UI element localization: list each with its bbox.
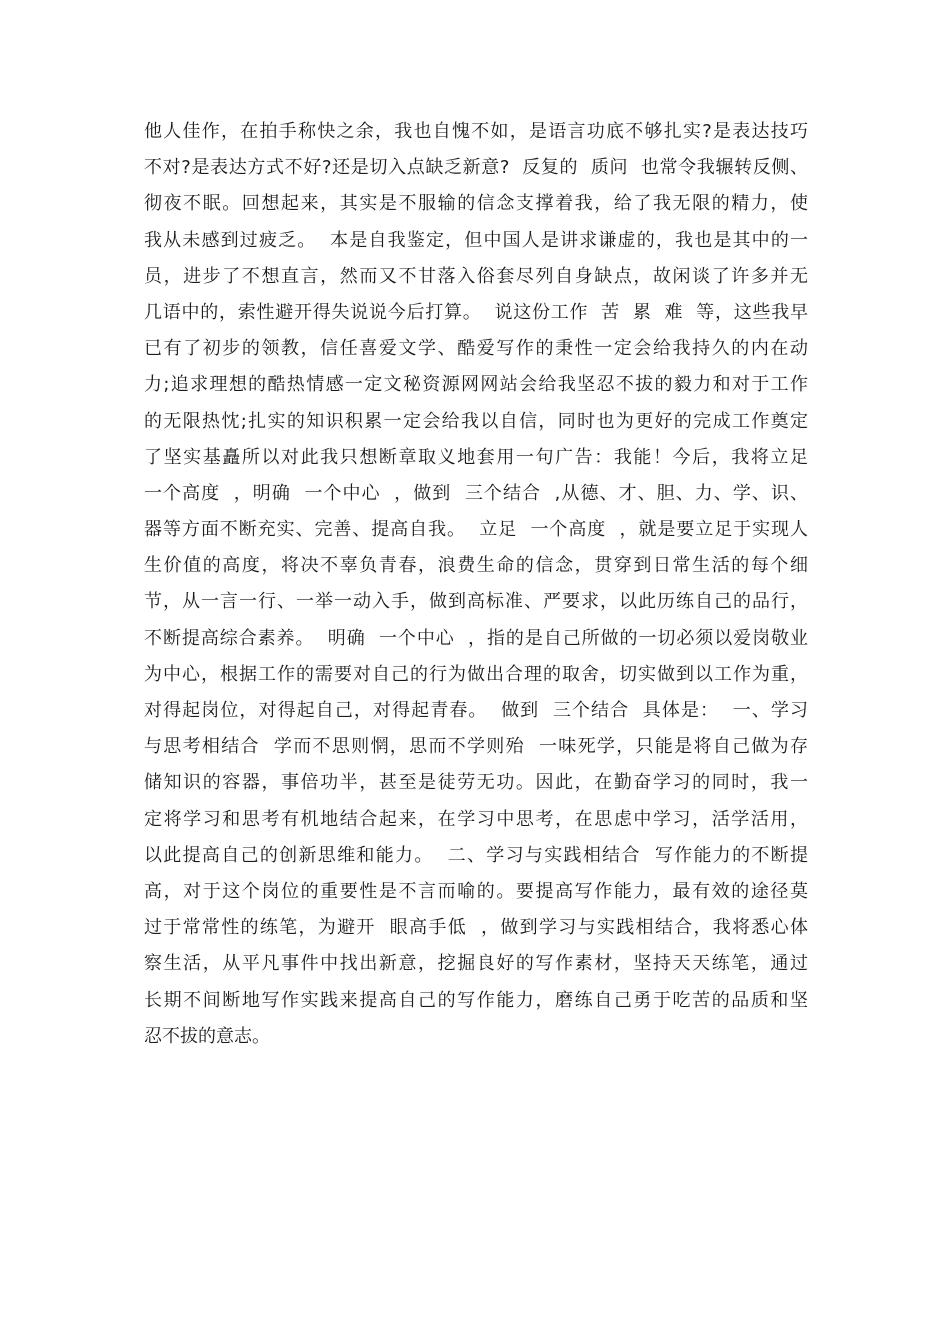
- text-line: 已有了初步的领教，信任喜爱文学、酷爱写作的秉性一定会给我持久的内在动: [144, 338, 808, 360]
- text-line: 员，进步了不想直言，然而又不甘落入俗套尽列自身缺点，故闲谈了许多并无: [144, 265, 808, 287]
- text-line: 了坚实基矗所以对此我只想断章取义地套用一句广告：我能！今后，我将立足: [144, 446, 808, 468]
- text-line: 不对?是表达方式不好?还是切入点缺乏新意? 反复的 质问 也常令我辗转反侧、: [144, 157, 808, 179]
- text-line: 的无限热忱;扎实的知识积累一定会给我以自信，同时也为更好的完成工作奠定: [144, 410, 808, 432]
- text-line: 生价值的高度，将决不辜负青春，浪费生命的信念，贯穿到日常生活的每个细: [144, 555, 808, 577]
- text-line: 忍不拔的意志。: [144, 1025, 270, 1047]
- text-line: 他人佳作，在拍手称快之余，我也自愧不如，是语言功底不够扎实?是表达技巧: [144, 121, 808, 142]
- text-line: 对得起岗位，对得起自己，对得起青春。 做到 三个结合 具体是： 一、学习: [144, 700, 808, 721]
- text-line: 力;追求理想的酷热情感一定文秘资源网网站会给我坚忍不拔的毅力和对于工作: [144, 374, 808, 396]
- text-line: 我从未感到过疲乏。 本是自我鉴定，但中国人是讲求谦虚的，我也是其中的一: [144, 229, 808, 251]
- text-line: 定将学习和思考有机地结合起来，在学习中思考，在思虑中学习，活学活用，: [144, 808, 808, 830]
- text-line: 高，对于这个岗位的重要性是不言而喻的。要提高写作能力，最有效的途径莫: [144, 880, 808, 902]
- text-line: 彻夜不眠。回想起来，其实是不服输的信念支撑着我，给了我无限的精力，使: [144, 193, 808, 215]
- text-line: 长期不间断地写作实践来提高自己的写作能力，磨练自己勇于吃苦的品质和坚: [144, 989, 808, 1011]
- text-line: 与思考相结合 学而不思则惘，思而不学则殆 一味死学，只能是将自己做为存: [144, 736, 808, 758]
- text-line: 储知识的容器，事倍功半，甚至是徒劳无功。因此，在勤奋学习的同时，我一: [144, 772, 808, 794]
- text-line: 过于常常性的练笔，为避开 眼高手低 ，做到学习与实践相结合，我将悉心体: [144, 917, 808, 939]
- text-line: 为中心，根据工作的需要对自己的行为做出合理的取舍，切实做到以工作为重，: [144, 663, 808, 685]
- text-line: 以此提高自己的创新思维和能力。 二、学习与实践相结合 写作能力的不断提: [144, 844, 808, 866]
- text-line: 一个高度 ，明确 一个中心 ，做到 三个结合 ,从德、才、胆、力、学、识、: [144, 482, 808, 504]
- text-line: 几语中的，索性避开得失说说今后打算。 说这份工作 苦 累 难 等，这些我早: [144, 301, 808, 323]
- text-line: 节，从一言一行、一举一动入手，做到高标准、严要求，以此历练自己的品行，: [144, 591, 808, 613]
- text-line: 不断提高综合素养。 明确 一个中心 ，指的是自己所做的一切必须以爱岗敬业: [144, 627, 808, 649]
- text-line: 器等方面不断充实、完善、提高自我。 立足 一个高度 ，就是要立足于实现人: [144, 519, 808, 541]
- text-line: 察生活，从平凡事件中找出新意，挖掘良好的写作素材，坚持天天练笔，通过: [144, 953, 808, 975]
- body-paragraph: [144, 114, 808, 1055]
